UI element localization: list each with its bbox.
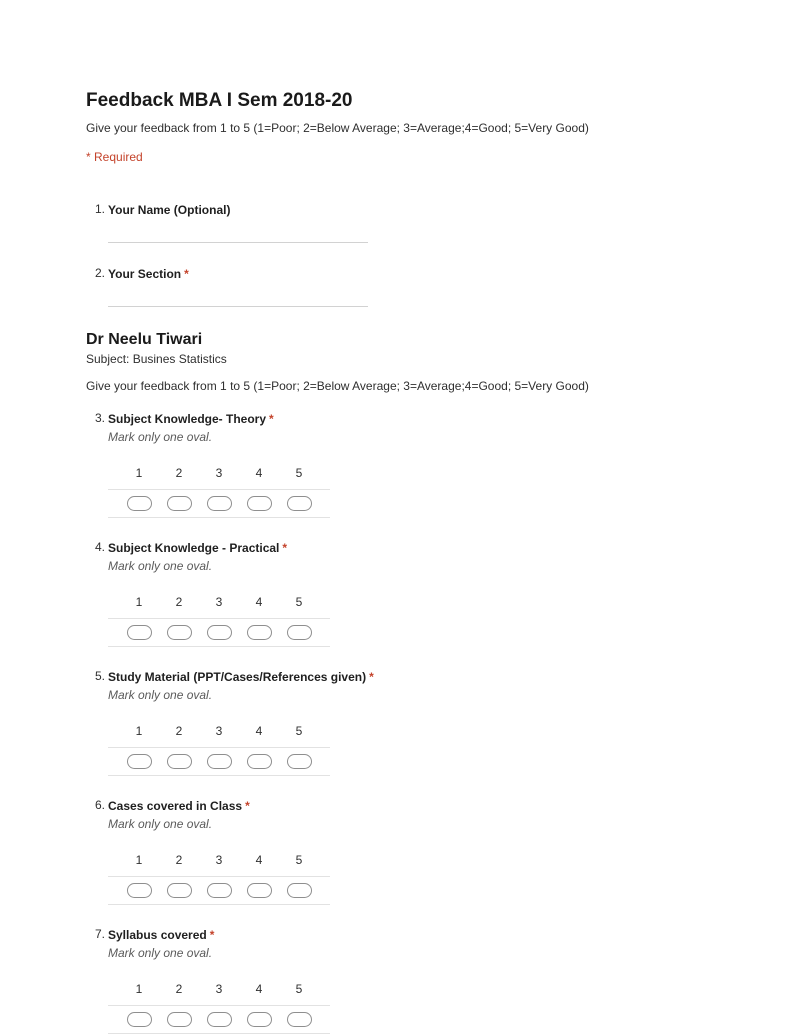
question-label: Your Section [108, 267, 182, 281]
scale-oval-cell [199, 754, 239, 769]
rating-oval[interactable] [167, 1012, 192, 1027]
scale-option-number: 2 [175, 724, 183, 738]
rating-oval[interactable] [247, 625, 272, 640]
scale-numbers-row [108, 982, 330, 1005]
rating-scale [108, 982, 330, 1034]
scale-option-number: 4 [255, 595, 263, 609]
scale-oval-cell [119, 625, 159, 640]
required-note: * Required [86, 150, 143, 164]
rating-oval[interactable] [127, 1012, 152, 1027]
scale-option-number: 1 [135, 982, 143, 996]
rating-oval[interactable] [247, 883, 272, 898]
text-question [86, 265, 710, 307]
scale-oval-cell [119, 496, 159, 511]
section-header [86, 331, 710, 366]
scale-oval-cell [119, 883, 159, 898]
scale-oval-cell [199, 883, 239, 898]
scale-option-number: 1 [135, 724, 143, 738]
required-asterisk: * [269, 412, 274, 426]
scale-oval-cell [239, 883, 279, 898]
form-instructions: Give your feedback from 1 to 5 (1=Poor; 2=Below Average; 3=Average;4=Good; 5=Very Good) [86, 121, 589, 135]
required-asterisk: * [209, 928, 215, 942]
rating-scale [108, 466, 330, 518]
scale-oval-cell [279, 625, 319, 640]
scale-hint: Mark only one oval. [108, 688, 213, 702]
rating-oval[interactable] [287, 754, 312, 769]
scale-ovals-row [108, 489, 330, 518]
question-number: 2. [95, 266, 106, 280]
rating-scale [108, 853, 330, 905]
scale-oval-cell [239, 625, 279, 640]
scale-oval-cell [279, 754, 319, 769]
scale-numbers-row [108, 853, 330, 876]
question-number: 5. [95, 669, 106, 683]
scale-hint: Mark only one oval. [108, 817, 213, 831]
scale-numbers-row [108, 595, 330, 618]
rating-oval[interactable] [207, 496, 232, 511]
rating-oval[interactable] [127, 754, 152, 769]
rating-oval[interactable] [127, 496, 152, 511]
scale-option-number: 3 [215, 595, 223, 609]
scale-oval-cell [119, 754, 159, 769]
scale-option-number: 4 [255, 853, 263, 867]
rating-oval[interactable] [167, 496, 192, 511]
scale-hint: Mark only one oval. [108, 559, 213, 573]
scale-question [86, 668, 710, 776]
question-number: 6. [95, 798, 106, 812]
scale-oval-cell [279, 1012, 319, 1027]
scale-oval-cell [279, 883, 319, 898]
scale-option-number: 2 [175, 982, 183, 996]
scale-question [86, 410, 710, 518]
required-asterisk: * [369, 670, 374, 684]
question-number: 4. [95, 540, 106, 554]
scale-oval-cell [199, 625, 239, 640]
rating-scale [108, 595, 330, 647]
text-questions-container [86, 201, 710, 307]
scale-question [86, 797, 710, 905]
scale-option-number: 1 [135, 466, 143, 480]
question-label: Cases covered in Class [108, 799, 243, 813]
scale-ovals-row [108, 876, 330, 905]
rating-oval[interactable] [287, 625, 312, 640]
scale-option-number: 2 [175, 595, 183, 609]
rating-oval[interactable] [127, 883, 152, 898]
rating-scale [108, 724, 330, 776]
scale-option-number: 5 [295, 466, 303, 480]
scale-option-number: 3 [215, 853, 223, 867]
question-number: 1. [95, 202, 106, 216]
scale-option-number: 2 [175, 853, 183, 867]
rating-oval[interactable] [167, 625, 192, 640]
scale-ovals-row [108, 618, 330, 647]
required-asterisk: * [184, 267, 189, 281]
section-subtitle: Subject: Busines Statistics [86, 352, 227, 366]
section-title: Dr Neelu Tiwari [86, 331, 203, 348]
rating-oval[interactable] [167, 883, 192, 898]
scale-hint: Mark only one oval. [108, 946, 213, 960]
scale-oval-cell [199, 496, 239, 511]
scale-oval-cell [279, 496, 319, 511]
scale-oval-cell [159, 754, 199, 769]
question-label: Subject Knowledge - Practical [108, 541, 280, 555]
scale-option-number: 3 [215, 466, 223, 480]
rating-oval[interactable] [287, 496, 312, 511]
question-label: Syllabus covered [108, 928, 207, 942]
scale-question [86, 926, 710, 1034]
scale-option-number: 1 [135, 595, 143, 609]
question-label: Study Material (PPT/Cases/References given) [108, 670, 367, 684]
rating-oval[interactable] [247, 496, 272, 511]
text-answer-line[interactable] [108, 306, 368, 307]
rating-oval[interactable] [207, 754, 232, 769]
scale-option-number: 2 [175, 466, 183, 480]
scale-option-number: 4 [255, 724, 263, 738]
question-label: Subject Knowledge- Theory [108, 412, 267, 426]
scale-hint: Mark only one oval. [108, 430, 213, 444]
rating-oval[interactable] [167, 754, 192, 769]
scale-oval-cell [159, 883, 199, 898]
scale-option-number: 5 [295, 724, 303, 738]
required-asterisk: * [282, 541, 288, 555]
scale-option-number: 4 [255, 466, 263, 480]
text-answer-line[interactable] [108, 242, 368, 243]
rating-oval[interactable] [207, 1012, 232, 1027]
question-number: 3. [95, 411, 106, 425]
rating-oval[interactable] [287, 883, 312, 898]
form-title: Feedback MBA I Sem 2018-20 [86, 90, 353, 111]
scale-oval-cell [119, 1012, 159, 1027]
scale-option-number: 5 [295, 982, 303, 996]
scale-questions-container [86, 410, 710, 1034]
scale-option-number: 4 [255, 982, 263, 996]
question-number: 7. [95, 927, 106, 941]
rating-oval[interactable] [287, 1012, 312, 1027]
section-instructions: Give your feedback from 1 to 5 (1=Poor; 2=Below Average; 3=Average;4=Good; 5=Very Good) [86, 379, 589, 393]
scale-option-number: 5 [295, 595, 303, 609]
scale-oval-cell [159, 1012, 199, 1027]
rating-oval[interactable] [247, 754, 272, 769]
scale-oval-cell [239, 1012, 279, 1027]
text-question [86, 201, 710, 243]
scale-oval-cell [239, 754, 279, 769]
scale-oval-cell [159, 496, 199, 511]
scale-ovals-row [108, 747, 330, 776]
scale-oval-cell [239, 496, 279, 511]
rating-oval[interactable] [207, 883, 232, 898]
scale-option-number: 5 [295, 853, 303, 867]
required-asterisk: * [245, 799, 250, 813]
scale-option-number: 3 [215, 982, 223, 996]
scale-option-number: 1 [135, 853, 143, 867]
scale-numbers-row [108, 724, 330, 747]
rating-oval[interactable] [127, 625, 152, 640]
scale-oval-cell [159, 625, 199, 640]
scale-ovals-row [108, 1005, 330, 1034]
question-label: Your Name (Optional) [108, 203, 231, 217]
scale-numbers-row [108, 466, 330, 489]
rating-oval[interactable] [207, 625, 232, 640]
scale-question [86, 539, 710, 647]
scale-option-number: 3 [215, 724, 223, 738]
scale-oval-cell [199, 1012, 239, 1027]
rating-oval[interactable] [247, 1012, 272, 1027]
